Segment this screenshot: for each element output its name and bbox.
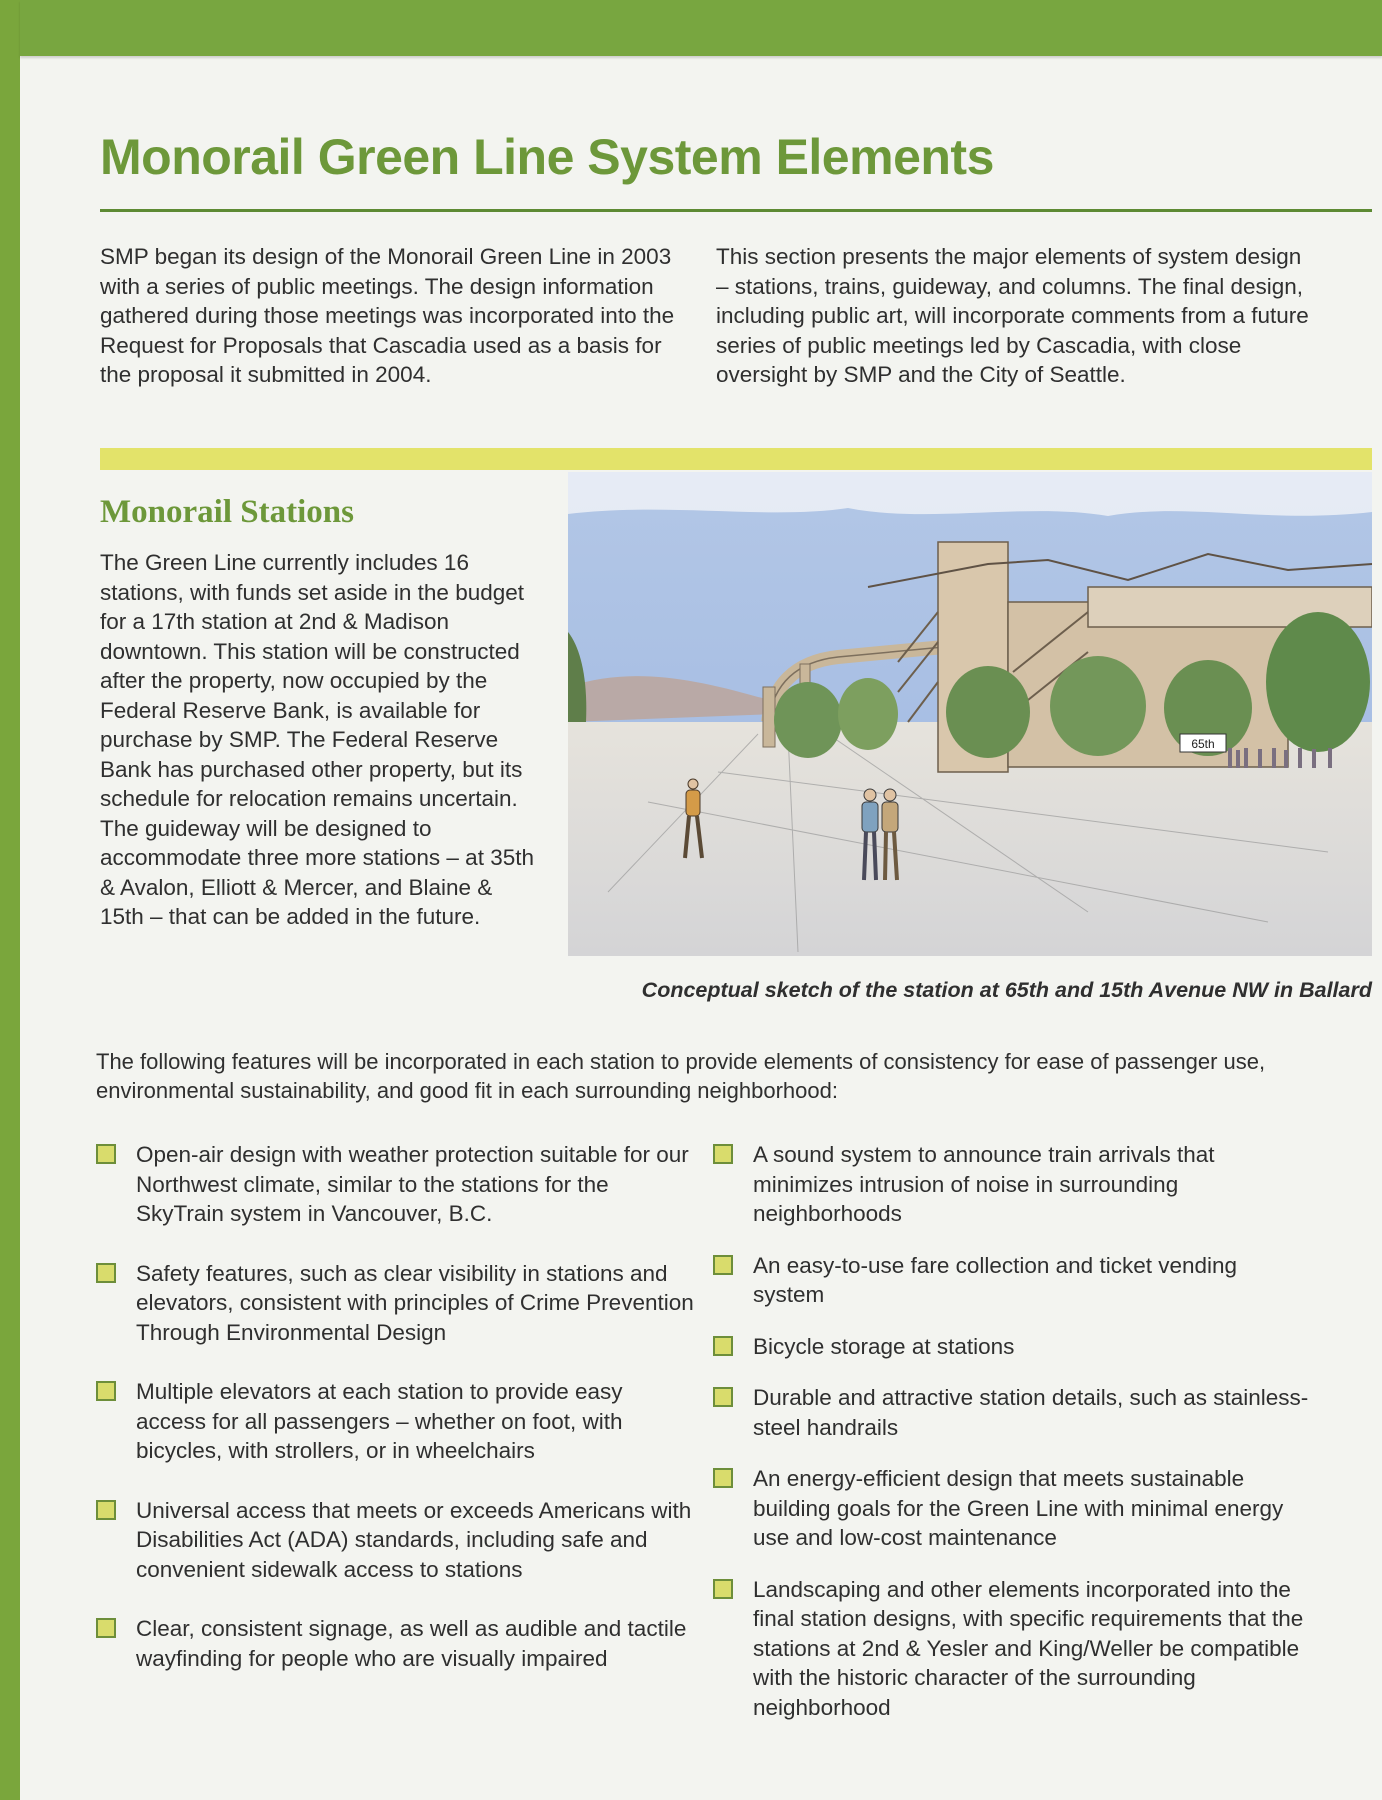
title-underline — [100, 209, 1372, 212]
intro-paragraph-right: This section presents the major elements of system design – stations, trains, guideway, and columns. The final design, including public art, will incorporate comments from a future series of public meetings led by Cascadia, with close oversight by SMP and the City of Seattle. — [716, 244, 1309, 387]
feature-list-left — [96, 1140, 696, 1703]
page-title: Monorail Green Line System Elements — [100, 129, 994, 185]
checkbox-bullet-icon — [96, 1381, 116, 1401]
list-item-text: Safety features, such as clear visibility in stations and elevators, consistent with principles of Crime Prevention Through Environmental Design — [136, 1260, 694, 1345]
list-item — [713, 1251, 1313, 1310]
list-item — [96, 1496, 696, 1585]
sketch-caption: Conceptual sketch of the station at 65th and 15th Avenue NW in Ballard — [641, 978, 1372, 1002]
sketch-clouds — [568, 472, 1372, 516]
list-item — [96, 1259, 696, 1348]
checkbox-bullet-icon — [713, 1144, 733, 1164]
list-item — [96, 1140, 696, 1229]
list-item-text: Durable and attractive station details, such as stainless-steel handrails — [753, 1385, 1309, 1440]
sketch-tree-6 — [1266, 612, 1370, 752]
list-item — [713, 1464, 1313, 1553]
station-sketch-illustration — [568, 472, 1372, 956]
list-item-text: A sound system to announce train arrivals that minimizes intrusion of noise in surrounding neighborhoods — [753, 1142, 1215, 1226]
checkbox-bullet-icon — [96, 1500, 116, 1520]
checkbox-bullet-icon — [713, 1336, 733, 1356]
checkbox-bullet-icon — [713, 1387, 733, 1407]
sketch-guideway-column-left — [763, 687, 775, 747]
sketch-tree-1 — [774, 682, 842, 758]
list-item — [713, 1575, 1313, 1723]
intro-paragraph-left: SMP began its design of the Monorail Green Line in 2003 with a series of public meetings. The design information gathered during those meetings was incorporated into the Request for Proposals that Cascadia used as a basis for the proposal it submitted in 2004. — [100, 244, 675, 387]
checkbox-bullet-icon — [713, 1579, 733, 1599]
list-item — [713, 1332, 1313, 1362]
top-color-band — [20, 0, 1382, 56]
sketch-tree-3 — [946, 666, 1030, 758]
list-item — [713, 1383, 1313, 1442]
list-item-text: An easy-to-use fare collection and ticket vending system — [753, 1252, 1238, 1307]
sketch-tree-2 — [838, 678, 898, 750]
list-item — [713, 1140, 1313, 1229]
features-intro-text: The following features will be incorporated in each station to provide elements of consistency for ease of passenger use, environmental sustainability, and good fit in each surrounding neighborhood: — [96, 1049, 1266, 1103]
list-item-text: Bicycle storage at stations — [753, 1333, 1015, 1359]
checkbox-bullet-icon — [713, 1255, 733, 1275]
left-edge-band — [0, 0, 20, 1800]
sketch-station-sign-label: 65th — [1191, 737, 1215, 751]
section-divider-band — [100, 448, 1372, 470]
list-item-text: Landscaping and other elements incorporated into the final station designs, with specific requirements that the stations at 2nd & Yesler and King/Weller be compatible with the historic character of the surrounding neighborhood — [753, 1576, 1304, 1720]
list-item — [96, 1614, 696, 1673]
sketch-tree-4 — [1050, 656, 1146, 756]
feature-list-right — [713, 1140, 1313, 1744]
list-item — [96, 1377, 696, 1466]
checkbox-bullet-icon — [96, 1618, 116, 1638]
stations-body-text: The Green Line currently includes 16 stations, with funds set aside in the budget for a 17th station at 2nd & Madison downtown. This station will be constructed after the property, now occupied by the Federal Reserve Bank, is available for purchase by SMP. The Federal Reserve Bank has purchased other property, but its schedule for relocation remains uncertain. The guideway will be designed to accommodate three more stations – at 35th & Avalon, Elliott & Mercer, and Blaine & 15th – that can be added in the future. — [100, 550, 534, 929]
list-item-text: Open-air design with weather protection suitable for our Northwest climate, similar to the stations for the SkyTrain system in Vancouver, B.C. — [136, 1142, 689, 1226]
list-item-text: Multiple elevators at each station to provide easy access for all passengers – whether on foot, with bicycles, with strollers, or in wheelchairs — [136, 1379, 623, 1463]
checkbox-bullet-icon — [96, 1144, 116, 1164]
section-heading-stations: Monorail Stations — [100, 494, 354, 530]
list-item-text: Clear, consistent signage, as well as audible and tactile wayfinding for people who are visually impaired — [136, 1616, 687, 1671]
list-item-text: Universal access that meets or exceeds Americans with Disabilities Act (ADA) standards, including safe and convenient sidewalk access to stations — [136, 1497, 692, 1582]
checkbox-bullet-icon — [96, 1263, 116, 1283]
list-item-text: An energy-efficient design that meets sustainable building goals for the Green Line with minimal energy use and low-cost maintenance — [753, 1466, 1284, 1550]
checkbox-bullet-icon — [713, 1468, 733, 1488]
